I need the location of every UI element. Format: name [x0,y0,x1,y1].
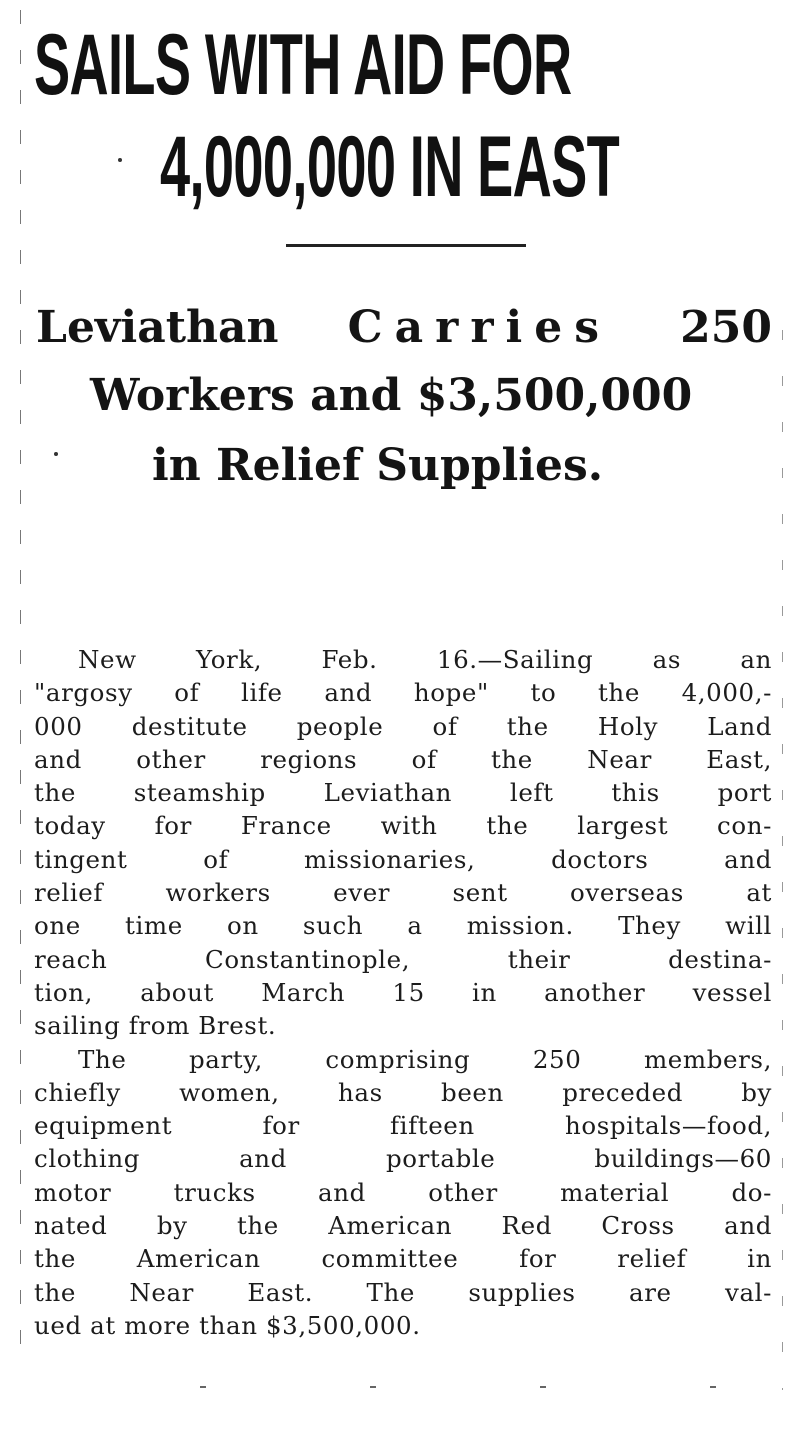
article-line: relief workers ever sent overseas at [34,878,772,908]
print-speck [118,158,122,162]
article-line: tion, about March 15 in another vessel [34,977,772,1007]
article-line: the American committee for relief in [34,1244,772,1274]
article-line: sailing from Brest. [34,1011,277,1041]
deck-line-2: Workers and $3,500,000 [90,370,693,421]
deck-line-1 [36,302,772,353]
bottom-print-marks [200,1386,760,1388]
headline-line-1: SAILS WITH AID FOR [34,17,572,113]
article-body [34,643,772,1342]
deck-word-250: 250 [680,302,772,353]
print-speck [54,452,58,456]
headline-divider [286,244,526,247]
article-line: the steamship Leviathan left this port [34,778,772,808]
right-column-rule [782,330,783,1390]
article-line: chiefly women, has been preceded by [34,1077,772,1107]
deck-line-3: in Relief Supplies. [152,440,604,491]
article-line: today for France with the largest con- [34,811,772,841]
article-line: nated by the American Red Cross and [34,1211,772,1241]
article-line: New York, Feb. 16.—Sailing as an [78,645,772,674]
article-line: the Near East. The supplies are val- [34,1277,772,1307]
left-column-rule [20,10,21,1370]
article-line: one time on such a mission. They will [34,911,772,941]
article-line: "argosy of life and hope" to the 4,000,- [34,678,772,708]
article-line: reach Constantinople, their destina- [34,944,772,974]
deck-word-carries: Carries [347,302,612,353]
article-line: and other regions of the Near East, [34,744,772,774]
article-line: motor trucks and other material do- [34,1177,772,1207]
article-line: 000 destitute people of the Holy Land [34,711,772,741]
article-line: equipment for fifteen hospitals—food, [34,1111,772,1141]
article-line: The party, comprising 250 members, [78,1044,772,1074]
headline-line-2: 4,000,000 IN EAST [160,119,620,215]
article-line: clothing and portable buildings—60 [34,1144,772,1174]
article-line: tingent of missionaries, doctors and [34,844,772,874]
article-line: ued at more than $3,500,000. [34,1310,421,1340]
deck-word-leviathan: Leviathan [36,302,279,353]
